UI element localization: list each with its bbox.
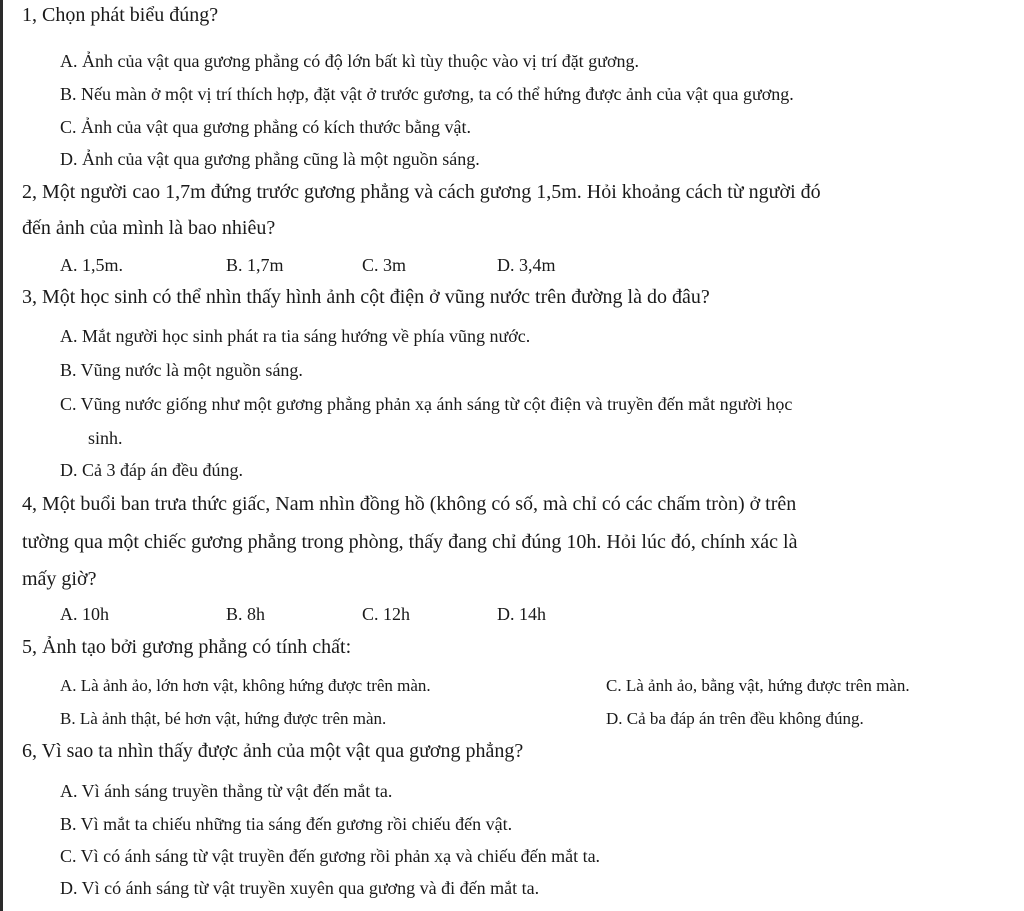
question-4-stem-line-3: mấy giờ? — [22, 568, 97, 590]
question-5-option-d: D. Cả ba đáp án trên đều không đúng. — [606, 709, 864, 728]
question-1-option-c: C. Ảnh của vật qua gương phẳng có kích thước bằng vật. — [60, 117, 471, 137]
question-1-stem: 1, Chọn phát biểu đúng? — [22, 4, 219, 26]
question-4-option-a: A. 10h — [60, 604, 109, 624]
question-2-option-b: B. 1,7m — [226, 255, 284, 275]
question-1-option-d: D. Ảnh của vật qua gương phẳng cũng là một nguồn sáng. — [60, 149, 480, 169]
question-3-option-d: D. Cả 3 đáp án đều đúng. — [60, 460, 243, 480]
question-3-option-a: A. Mắt người học sinh phát ra tia sáng hướng về phía vũng nước. — [60, 326, 531, 346]
question-3-stem: 3, Một học sinh có thể nhìn thấy hình ảnh cột điện ở vũng nước trên đường là do đâu? — [22, 286, 710, 308]
question-4-option-d: D. 14h — [497, 604, 546, 624]
question-6-option-d: D. Vì có ánh sáng từ vật truyền xuyên qua gương và đi đến mắt ta. — [60, 878, 540, 898]
question-3-option-c-continuation: sinh. — [88, 428, 123, 448]
question-5-option-c: C. Là ảnh ảo, bằng vật, hứng được trên màn. — [606, 676, 910, 695]
left-border — [0, 0, 3, 911]
question-5-option-b: B. Là ảnh thật, bé hơn vật, hứng được trên màn. — [60, 709, 387, 728]
question-2-stem-line-2: đến ảnh của mình là bao nhiêu? — [22, 217, 276, 239]
question-3-option-c: C. Vũng nước giống như một gương phẳng phản xạ ánh sáng từ cột điện và truyền đến mắt người học — [60, 394, 793, 414]
question-4-option-b: B. 8h — [226, 604, 266, 624]
question-5-stem: 5, Ảnh tạo bởi gương phẳng có tính chất: — [22, 636, 352, 658]
question-5-option-a: A. Là ảnh ảo, lớn hơn vật, không hứng được trên màn. — [60, 676, 431, 695]
question-6-option-b: B. Vì mắt ta chiếu những tia sáng đến gương rồi chiếu đến vật. — [60, 814, 513, 834]
question-4-stem-line-1: 4, Một buổi ban trưa thức giấc, Nam nhìn đồng hồ (không có số, mà chỉ có các chấm tròn) ở trên — [22, 493, 797, 515]
question-1-option-b: B. Nếu màn ở một vị trí thích hợp, đặt vật ở trước gương, ta có thể hứng được ảnh của vật qua gương. — [60, 84, 794, 104]
question-2-option-d: D. 3,4m — [497, 255, 556, 275]
question-2-option-a: A. 1,5m. — [60, 255, 123, 275]
question-4-option-c: C. 12h — [362, 604, 411, 624]
question-6-option-a: A. Vì ánh sáng truyền thẳng từ vật đến mắt ta. — [60, 781, 393, 801]
question-6-stem: 6, Vì sao ta nhìn thấy được ảnh của một vật qua gương phẳng? — [22, 740, 524, 762]
question-2-option-c: C. 3m — [362, 255, 407, 275]
question-1-option-a: A. Ảnh của vật qua gương phẳng có độ lớn bất kì tùy thuộc vào vị trí đặt gương. — [60, 51, 639, 71]
question-6-option-c: C. Vì có ánh sáng từ vật truyền đến gương rồi phản xạ và chiếu đến mắt ta. — [60, 846, 601, 866]
question-3-option-b: B. Vũng nước là một nguồn sáng. — [60, 360, 303, 380]
question-2-stem-line-1: 2, Một người cao 1,7m đứng trước gương phẳng và cách gương 1,5m. Hỏi khoảng cách từ người đó — [22, 181, 821, 203]
question-4-stem-line-2: tường qua một chiếc gương phẳng trong phòng, thấy đang chỉ đúng 10h. Hỏi lúc đó, chính xác là — [22, 531, 798, 553]
